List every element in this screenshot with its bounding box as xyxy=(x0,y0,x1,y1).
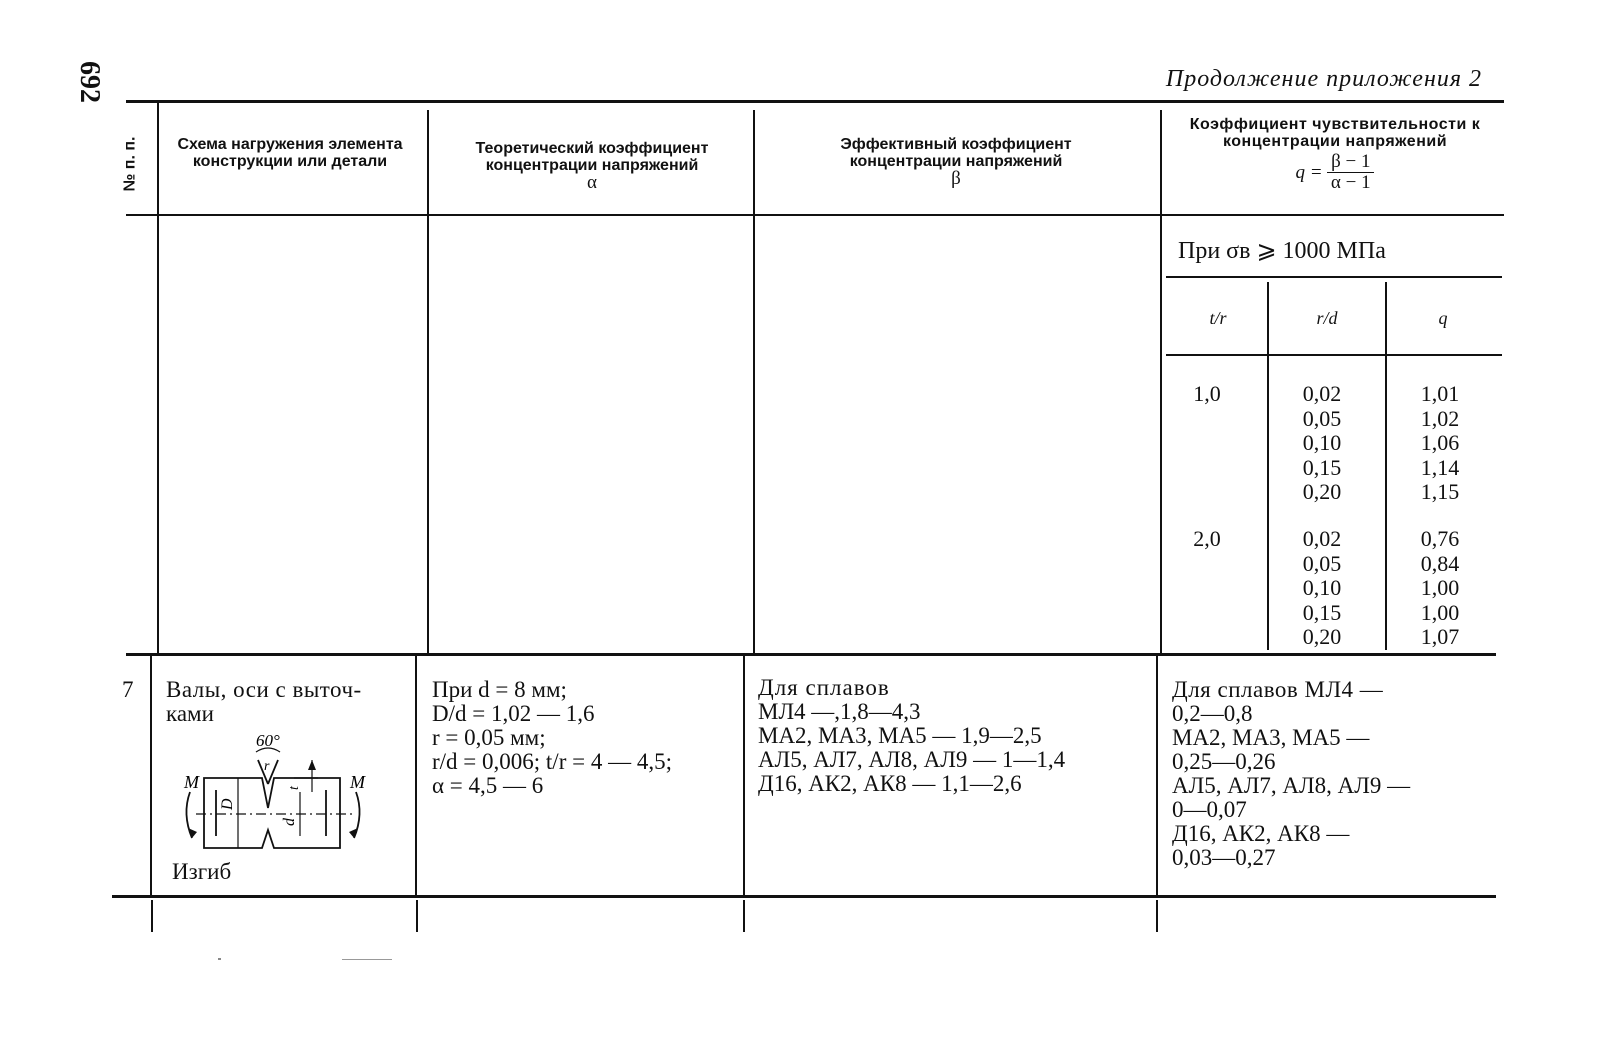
sub-header-q: q xyxy=(1438,308,1448,328)
list-item: 0,25—0,26 xyxy=(1172,749,1276,774)
row7-alpha-cell xyxy=(432,678,742,798)
header-bottom-rule xyxy=(126,214,1504,216)
list-item: r = 0,05 мм; xyxy=(432,725,546,750)
sub-col-divider-1 xyxy=(1267,282,1269,650)
row7-scheme-line2: ками xyxy=(166,701,214,726)
col-divider-4 xyxy=(1160,110,1162,653)
drawing-label-r: r xyxy=(264,759,270,774)
list-item: АЛ5, АЛ7, АЛ8, АЛ9 — xyxy=(1172,773,1411,798)
list-item: 0,2—0,8 xyxy=(1172,701,1253,726)
list-item: 1,02 xyxy=(1420,405,1460,431)
col-divider-2 xyxy=(427,110,429,653)
list-item: Д16, АК2, АК8 — 1,1—2,6 xyxy=(758,771,1022,796)
col-divider-3 xyxy=(753,110,755,653)
list-item: 0,15 xyxy=(1302,599,1342,625)
group2-t-r: 2,0 xyxy=(1193,526,1221,551)
scan-artifact-dash xyxy=(342,959,392,960)
q-lhs: q = xyxy=(1295,162,1323,183)
list-item: 1,00 xyxy=(1420,599,1460,625)
list-item: При d = 8 мм; xyxy=(432,677,567,702)
drawing-label-small-d: d xyxy=(281,818,298,826)
col-divider-1 xyxy=(157,103,159,653)
row-divider-rule xyxy=(126,653,1496,656)
header-alpha xyxy=(446,140,738,191)
group2-q xyxy=(1400,527,1480,650)
list-item: 0,10 xyxy=(1302,430,1342,455)
group1-q xyxy=(1400,382,1480,505)
scan-artifact-dot xyxy=(218,958,221,960)
row7-number: 7 xyxy=(122,677,134,702)
list-item: Для сплавов МЛ4 — xyxy=(1172,677,1384,702)
col-divider-1b xyxy=(150,656,152,895)
q-fraction xyxy=(1327,152,1374,193)
drawing-label-big-d: D xyxy=(219,798,236,810)
col-divider-2c xyxy=(416,900,418,932)
group1-t-r: 1,0 xyxy=(1193,381,1221,406)
list-item: МА2, МА3, МА5 — 1,9—2,5 xyxy=(758,723,1042,748)
col-divider-2b xyxy=(415,656,417,895)
list-item: 0,05 xyxy=(1302,405,1342,431)
col-divider-3c xyxy=(743,900,745,932)
list-item: D/d = 1,02 — 1,6 xyxy=(432,701,595,726)
sub-header-r-d: r/d xyxy=(1316,308,1338,328)
list-item: 0,76 xyxy=(1420,526,1460,551)
condition-text: При σв ⩾ 1000 МПа xyxy=(1178,238,1386,264)
row7-bottom-rule xyxy=(112,895,1496,898)
table-top-rule xyxy=(126,100,1504,103)
page-number: 692 xyxy=(74,61,105,103)
list-item: 0,03—0,27 xyxy=(1172,845,1276,870)
group2-r-d xyxy=(1282,527,1362,650)
header-beta-symbol: β xyxy=(951,168,961,189)
header-q xyxy=(1166,116,1504,193)
col-divider-1c xyxy=(151,900,153,932)
list-item: 1,06 xyxy=(1420,430,1460,455)
sub-header-t-r: t/r xyxy=(1209,308,1227,328)
list-item: 0,84 xyxy=(1420,550,1460,576)
row7-load-type: Изгиб xyxy=(172,859,232,884)
q-numerator: β − 1 xyxy=(1327,152,1374,173)
list-item: 1,15 xyxy=(1420,479,1460,504)
list-item: АЛ5, АЛ7, АЛ8, АЛ9 — 1—1,4 xyxy=(758,747,1066,772)
list-item: Для сплавов xyxy=(758,675,890,700)
list-item: 1,01 xyxy=(1420,381,1460,406)
drawing-label-t: t xyxy=(287,786,302,790)
list-item: 0—0,07 xyxy=(1172,797,1247,822)
header-q-formula xyxy=(1166,152,1504,193)
col-divider-3b xyxy=(743,656,745,895)
row7-beta-cell xyxy=(758,676,1154,796)
header-alpha-symbol: α xyxy=(587,172,597,193)
list-item: 0,20 xyxy=(1302,624,1342,649)
list-item: 0,02 xyxy=(1302,381,1342,406)
list-item: 0,20 xyxy=(1302,479,1342,504)
drawing-label-angle: 60° xyxy=(256,731,280,750)
row7-scheme-text xyxy=(166,678,406,726)
sub-col-divider-2 xyxy=(1385,282,1387,650)
header-number: № п. п. xyxy=(121,136,139,192)
header-scheme: Схема нагружения элемента конструкции или детали xyxy=(177,136,403,170)
header-q-title: Коэффициент чувствительности к концентрации напряжений xyxy=(1189,116,1481,150)
list-item: 1,00 xyxy=(1420,575,1460,600)
drawing-label-m-right: M xyxy=(350,772,365,792)
header-alpha-title: Теоретический коэффициент концентрации напряжений xyxy=(475,140,709,174)
col-divider-4b xyxy=(1156,656,1158,895)
sub-header-top-rule xyxy=(1166,276,1502,278)
list-item: МА2, МА3, МА5 — xyxy=(1172,725,1370,750)
group1-r-d xyxy=(1282,382,1362,505)
drawing-label-m-left: M xyxy=(184,772,199,792)
list-item: МЛ4 —,1,8—4,3 xyxy=(758,699,921,724)
row7-scheme-line1: Валы, оси с выточ- xyxy=(166,677,362,702)
list-item: 1,07 xyxy=(1420,624,1460,649)
header-beta-title: Эффективный коэффициент концентрации напряжений xyxy=(840,136,1072,170)
q-denominator: α − 1 xyxy=(1330,172,1371,193)
list-item: 0,02 xyxy=(1302,526,1342,551)
list-item: 0,10 xyxy=(1302,575,1342,600)
list-item: 0,05 xyxy=(1302,550,1342,576)
list-item: 0,15 xyxy=(1302,454,1342,480)
list-item: Д16, АК2, АК8 — xyxy=(1172,821,1350,846)
header-beta xyxy=(788,136,1124,187)
continuation-caption: Продолжение приложения 2 xyxy=(1165,66,1482,92)
list-item: 1,14 xyxy=(1420,454,1460,480)
shaft-groove-drawing xyxy=(176,730,372,854)
row7-q-cell xyxy=(1172,678,1498,870)
col-divider-4c xyxy=(1156,900,1158,932)
list-item: α = 4,5 — 6 xyxy=(432,773,544,798)
sub-header-bottom-rule xyxy=(1166,354,1502,356)
list-item: r/d = 0,006; t/r = 4 — 4,5; xyxy=(432,749,672,774)
